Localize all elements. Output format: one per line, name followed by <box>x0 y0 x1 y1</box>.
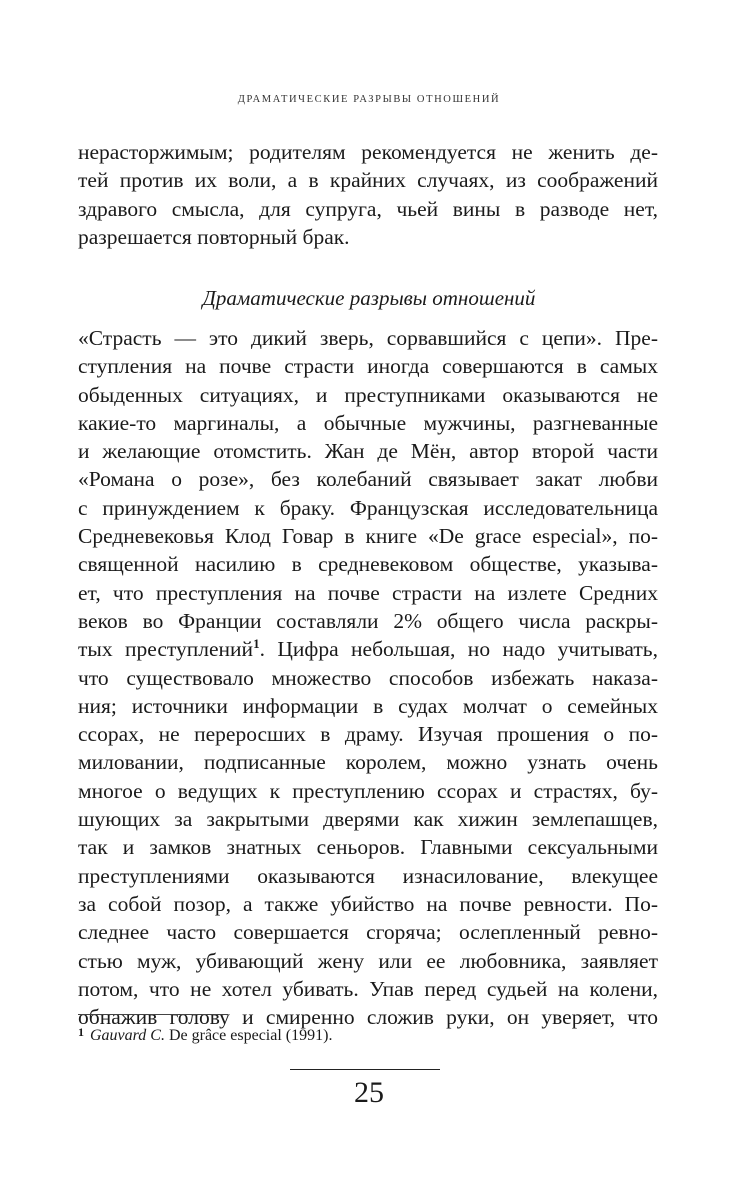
footnote-divider <box>78 1014 228 1015</box>
footnote <box>78 1025 658 1045</box>
section-title: Драматические разрывы отношений <box>202 286 536 310</box>
text-line-with-footnote-ref <box>78 635 658 663</box>
text-line: миловании, подписанные королем, можно узнать очень <box>78 750 658 775</box>
text-line: шующих за закрытыми дверями как хижин землепашцев, <box>78 807 658 832</box>
text-line: Средневековья Клод Говар в книге «De grace especial», по- <box>78 524 658 549</box>
text-line: ступления на почве страсти иногда совершаются в самых <box>78 354 658 379</box>
footnote-ref[interactable]: 1 <box>253 636 260 652</box>
text-line: обыденных ситуациях, и преступниками оказываются не <box>78 382 658 407</box>
text-line: священной насилию в средневековом обществе, указыва- <box>78 552 658 577</box>
text-line: так и замков знатных сеньоров. Главными сексуальными <box>78 835 658 860</box>
text-line: преступлениями оказываются изнасилование, влекущее <box>78 863 658 888</box>
text-line: стью муж, убивающий жену или ее любовника, заявляет <box>78 948 658 973</box>
text-line: «Страсть — это дикий зверь, сорвавшийся с цепи». Пре- <box>78 326 658 350</box>
text-line: здравого смысла, для супруга, чьей вины в разводе нет, <box>78 196 658 221</box>
text-line: обнажив голову и смиренно сложив руки, он уверяет, что <box>78 1005 658 1030</box>
text-line: ния; источники информации в судах молчат о семейных <box>78 693 658 718</box>
footnote-author: Gauvard C. <box>90 1027 165 1044</box>
text-line: что существовало множество способов избежать наказа- <box>78 665 658 690</box>
footnote-text: De grâce especial (1991). <box>164 1027 333 1044</box>
text-line: ет, что преступления на почве страсти на излете Средних <box>78 580 658 605</box>
text-line: какие-то маргиналы, а обычные мужчины, разгневанные <box>78 410 658 435</box>
text-line: многое о ведущих к преступлению ссорах и страстях, бу- <box>78 778 658 803</box>
text-line: следнее часто совершается сгоряча; ослепленный ревно- <box>78 920 658 945</box>
text-line: ссорах, не переросших в драму. Изучая прошения о по- <box>78 722 658 747</box>
line-head: тых преступлений <box>78 637 254 662</box>
paragraph-main <box>78 324 658 1031</box>
text-line: с принуждением к браку. Французская исследовательница <box>78 495 658 520</box>
text-line: «Романа о розе», без колебаний связывает закат любви <box>78 467 658 492</box>
text-line: за собой позор, а также убийство на почве ревности. По- <box>78 891 658 916</box>
text-line: потом, что не хотел убивать. Упав перед судьей на колени, <box>78 976 658 1001</box>
paragraph-continuation <box>78 138 658 251</box>
text-line: разрешается повторный брак. <box>78 224 350 249</box>
text-line: веков во Франции составляли 2% общего числа раскры- <box>78 608 658 633</box>
page-number: 25 <box>354 1076 384 1109</box>
line-tail: . Цифра небольшая, но надо учитывать, <box>259 637 658 662</box>
footnote-mark: 1 <box>78 1025 84 1039</box>
running-head: ДРАМАТИЧЕСКИЕ РАЗРЫВЫ ОТНОШЕНИЙ <box>237 94 501 105</box>
text-line: нерасторжимым; родителям рекомендуется не женить де- <box>78 140 658 164</box>
text-line: тей против их воли, а в крайних случаях, из соображений <box>78 168 658 193</box>
page-number-rule <box>290 1069 440 1070</box>
text-line: и желающие отомстить. Жан де Мён, автор второй части <box>78 439 658 464</box>
